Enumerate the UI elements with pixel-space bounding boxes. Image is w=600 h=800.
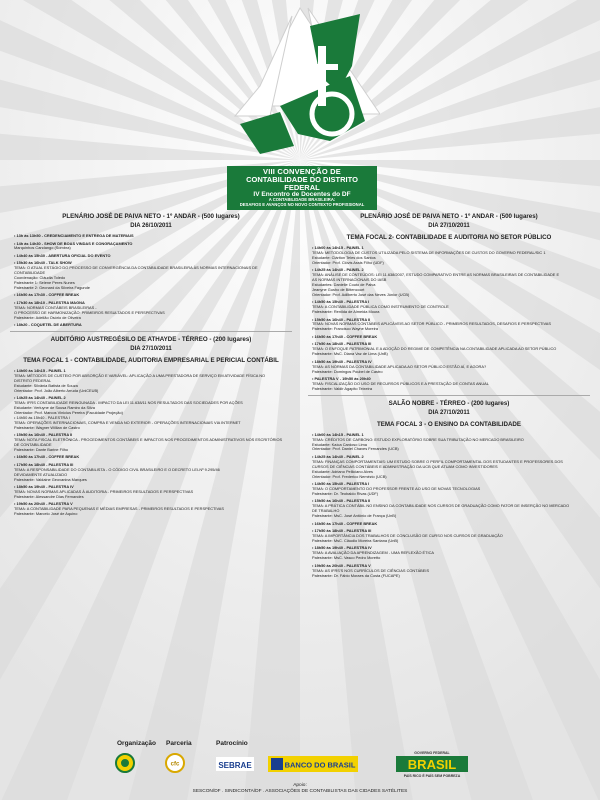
event-list (308, 246, 590, 392)
schedule-item-time: • 16h50 às 17h40 - COFFEE BREAK (312, 520, 378, 526)
schedule-item-detail: Orientador: Prof. Marcos Vinicius Pereira (Faculdade Projeção) (14, 409, 123, 415)
convention-title-banner (227, 166, 377, 210)
schedule-item (14, 234, 292, 239)
schedule-item-detail: TEMA: O ATUAL ESTÁGIO DO PROCESSO DE CONVERGÊNCIA DA CONTABILIDADE BRASILEIRA ÀS NORMAS INTERNACIONAIS DE (14, 265, 258, 271)
schedule-item-detail: Palestrante: MsC. Vasco Pedro Moretto (312, 555, 381, 561)
schedule-item-time: • 17h30 às 18h10 - PALESTRA MAGNA (14, 299, 85, 305)
schedule-item-detail: TEMA: AS IFRS'S NOS CURRÍCULOS DE CIÊNCIAS CONTÁBEIS (312, 567, 430, 573)
section-heading: AUDITÓRIO AUSTREGÉSILO DE ATHAYDE - TÉRREO - (200 lugares) (50, 336, 252, 344)
apoio-label: Apoio: (293, 783, 307, 788)
schedule-item-detail: DISTRITO FEDERAL (14, 377, 52, 383)
schedule-item-detail: DE TRABALHO (312, 508, 340, 514)
schedule-item (14, 242, 292, 252)
schedule-item-time: • 17h50 às 18h40 - PALESTRA III (14, 461, 74, 467)
schedule-item-detail: Palestrante: Francisco Wayne Moreira (312, 326, 379, 332)
section-heading: PLENÁRIO JOSÉ DE PAIVA NETO - 1º ANDAR - (500 lugares) (62, 213, 240, 220)
schedule-item-detail: Palestrante: Domingos Poubel de Castro (312, 368, 383, 374)
schedule-item (14, 369, 292, 394)
schedule-item-detail: Palestrante: Renilda de Almeida Moura (312, 309, 380, 315)
schedule-item-detail: Palestrante: MsC. José Antônio de França (UnB) (312, 513, 397, 519)
schedule-item-detail: Estudante: Verluyne de Sousa Ramiro da Silva (14, 405, 95, 410)
schedule-item-time: • 18h50 às 19h40 - PALESTRA IV (312, 545, 372, 551)
schedule-item-detail: CURSOS DE CIÊNCIAS CONTÁBEIS E ADMINISTRAÇÃO DA UCB QUE ATUAM COMO INVESTIDORES (312, 463, 498, 469)
schedule-item-detail: Orientador: Prof. Daniel Chaves Fernandes (UCB) (312, 446, 399, 452)
schedule-item-detail: Palestrante: Dr. Teobaldo Rivas (UDF) (312, 490, 379, 496)
convention-logo-icon (220, 6, 380, 156)
schedule-item (312, 335, 590, 340)
schedule-item-detail: Palestrante: Wagner Willian de Castro (14, 424, 80, 430)
bb-text: BANCO DO BRASIL (284, 760, 356, 770)
schedule-item (312, 377, 590, 392)
schedule-item-detail: TEMA: A CONTABILIDADE PARA PEQUENAS E MÉDIAS EMPRESAS - PRIMEIROS RESULTADOS E PERSPECTIVAS (14, 506, 224, 512)
schedule-item (312, 318, 590, 333)
schedule-item-detail: TEMA: METODOLOGIA DE CUSTOS UTILIZADA PELO SISTEMA DE INFORMAÇÕES DE CUSTOS DO GOVERNO FEDERAL/SIC 1 (312, 249, 546, 255)
section-heading: SALÃO NOBRE - TÉRREO - (200 lugares) (388, 399, 510, 407)
schedule-item-detail: TEMA: OPERAÇÕES INTERNACIONAIS, COMPRA E VENDA NO EXTERIOR - OPERAÇÕES INTERNACIONAIS VIA INTERNET (14, 419, 241, 425)
schedule-item-time: • 14h00 às 14h15 - PAINEL 1 (312, 431, 364, 437)
schedule-item-detail: TEMA: O COMPORTAMENTO DO PROFESSOR FRENTE AO USO DE NOVAS TECNOLOGIAS (312, 485, 481, 491)
schedule-item-detail: TEMA: FINANÇAS COMPORTAMENTAIS: UM ESTUDO SOBRE O PERFIL COMPORTAMENTAL DOS ESTUDANTES E PROFESSORES DOS (312, 458, 563, 464)
schedule-item-time: • 19h50 às 20h40 - PALESTRA V (312, 562, 371, 568)
schedule-item-time: • 17h50 às 18h40 - PALESTRA III (312, 528, 372, 534)
schedule-item (14, 254, 292, 259)
schedule-item-detail: Coordenação: Cláudia Toledo (14, 275, 66, 281)
schedule-item (312, 246, 590, 266)
event-list (308, 433, 590, 579)
schedule-item-detail: TEMA: A PRÁTICA CONTÁBIL NO ENSINO DA CONTABILIDADE NOS CURSOS DE GRADUAÇÃO COMO FATOR DE INSERÇÃO NO MERCADO (312, 503, 570, 509)
schedule-item (312, 529, 590, 544)
schedule-item-detail: TEMA: O ENFOQUE PATRIMONIAL E A ADOÇÃO DO REGIME DE COMPETÊNCIA NA CONTABILIDADE APLICADA AO SETOR PÚBLICO (312, 346, 557, 352)
schedule-item-detail: TEMA: ANÁLISE DE CONTEÚDOS: LEI 11.638/2007, ESTUDO COMPARATIVO ENTRE AS NORMAS BRASILEIRAS DE CONTABILIDADE E (312, 272, 560, 278)
schedule-item-time: • 15h50 às 16h40 - PALESTRA II (312, 316, 371, 322)
schedule-item (14, 323, 292, 328)
schedule-item-time: • 14h25 às 14h40 - PAINEL 2 (14, 395, 66, 401)
schedule-item (14, 463, 292, 483)
schedule-item-detail: TEMA: A IMPORTÂNCIA DOS TRABALHOS DE CONCLUSÃO DE CURSO NOS CURSOS DE GRADUAÇÃO (312, 533, 503, 538)
section-heading: PLENÁRIO JOSÉ DE PAIVA NETO - 1º ANDAR - (500 lugares) (360, 213, 538, 220)
divider (308, 395, 590, 396)
apoio-footer (0, 783, 600, 795)
schedule-item-detail: Palestrante: Valdaine Geovanina Marques (14, 476, 87, 482)
schedule-item (312, 546, 590, 561)
apoio-text: SESCON/DF . SINDICONTA/DF . ASSOCIAÇÕES DE CONTABILISTAS DAS CIDADES SATÉLITES (192, 789, 408, 794)
schedule-item-detail: Palestrante: MsC. Cláudio Moreira Santana (UnB) (312, 537, 399, 543)
schedule-item (14, 455, 292, 460)
banner-line-5: DESAFIOS E AVANÇOS NO NOVO CONTEXTO PROFISSIONAL (239, 201, 365, 207)
schedule-item (312, 342, 590, 357)
schedule-item-time: • 14h às 14h30 - SHOW DE BOAS VINDAS E CONGRAÇAMENTO (14, 240, 133, 246)
schedule-item-detail: Palestrante: Dr. Fábio Moraes da Costa (FUCAPE) (312, 572, 400, 578)
focal-theme: TEMA FOCAL 2- CONTABILIDADE E AUDITORIA NO SETOR PÚBLICO (346, 234, 552, 241)
banco-do-brasil-logo-icon (268, 756, 358, 772)
schedule-item-time: • 18h50 às 19h40 - PALESTRA IV (14, 484, 74, 490)
banner-line-1: VIII CONVENÇÃO DE (263, 167, 341, 176)
schedule-item-detail: Palestrante: Adelião Osório de Oliveira (14, 314, 81, 320)
section-day: DIA 27/10/2011 (428, 223, 470, 229)
schedule-item-detail: Orientador: Prof. Clóvis Assis Filho (UDF) (312, 259, 384, 265)
schedule-item-detail: O PROCESSO DE HARMONIZAÇÃO: PRIMEIROS RESULTADOS E PERSPECTIVAS (14, 309, 165, 315)
banner-line-2: CONTABILIDADE DO DISTRITO FEDERAL (246, 174, 358, 192)
event-list (10, 234, 292, 328)
schedule-item-time: • 14h50 às 15h40 - PALESTRA I (312, 481, 370, 487)
schedule-item-detail: TEMA: NOVAS NORMAS APLICADAS À AUDITORIA - PRIMEIROS RESULTADOS E PERSPECTIVAS (14, 488, 194, 494)
schedule-item (312, 522, 590, 527)
schedule-item-detail: Palestrante: Dante Barine Filho (14, 446, 69, 452)
schedule-item (312, 455, 590, 480)
schedule-item (14, 293, 292, 298)
schedule-item-time: • 14h00 às 14h15 - PAINEL 1 (312, 245, 364, 250)
right-column (308, 213, 590, 581)
event-list (10, 369, 292, 517)
schedule-item-time: • 14h00 às 14h15 - PAINEL 1 (14, 368, 66, 374)
schedule-item (312, 482, 590, 497)
schedule-item-detail: Orientador: Prof. Frederico Nemézio (UCB) (312, 473, 387, 479)
governo-federal-logo-icon (396, 751, 468, 778)
schedule-item-detail: Orientador: Prof. João Alberto Arruda (UniCEUB) (14, 387, 99, 393)
gov-top-text: GOVERNO FEDERAL (414, 751, 450, 755)
svg-text:cfc: cfc (170, 761, 180, 768)
schedule-item-detail: TEMA: MÉTODOS DE CUSTEIO POR ABSORÇÃO E VARIÁVEL: APLICAÇÃO A UMA PRESTADORA DE SERVIÇO EM ATIVIDADE FÍSICA NO (14, 372, 266, 378)
schedule-item (312, 268, 590, 297)
schedule-item-detail: TEMA: NOTA FISCAL ELETRÔNICA - PROCEDIMENTOS CONTÁBEIS E IMPACTOS NOS PROCEDIMENTOS ADMINISTRATIVOS NOS ESCRITÓRIOS (14, 437, 283, 443)
schedule-item-detail: TEMA: NOVAS NORMAS CONTÁBEIS APLICÁVEIS AO SETOR PÚBLICO - PRIMEIROS RESULTADOS, DESAFIOS E PERSPECTIVAS (312, 321, 551, 327)
schedule-item-time: • 17h50 às 18h40 - PALESTRA III (312, 341, 372, 347)
section-day: DIA 27/10/2011 (130, 346, 172, 353)
schedule-item-detail: TEMA: AS NORMAS DA CONTABILIDADE APLICADA AO SETOR PÚBLICO ESTÃO AÍ, E AGORA? (312, 363, 487, 369)
sebrae-text: SEBRAE (218, 761, 252, 770)
cfc-logo-icon (166, 754, 184, 772)
brasil-text: BRASIL (407, 757, 457, 772)
banner-line-4: A CONTABILIDADE BRASILEIRA: (268, 197, 336, 203)
schedule-item-detail: Jeanyne Gusho de Bittencourt (312, 286, 365, 292)
schedule-item-detail: CONTABILIDADE (14, 270, 46, 276)
gov-bottom-text: PAÍS RICO É PAÍS SEM POBREZA (403, 774, 461, 778)
schedule-item-time: • 19h50 às 20h40 - PALESTRA V (14, 501, 73, 507)
organizacao-label: Organização (117, 740, 157, 747)
schedule-item-detail: • 14h50 às 15h40 - PALESTRA I (14, 414, 70, 420)
schedule-item (312, 499, 590, 519)
focal-theme: TEMA FOCAL 3 - O ENSINO DA CONTABILIDADE (376, 420, 522, 428)
schedule-item-detail: TEMA: CRÉDITOS DE CARBONO: ESTUDO EXPLORATÓRIO SOBRE SUA TRIBUTAÇÃO NO MERCADO BRASILEIRO (312, 436, 524, 442)
schedule-item (14, 433, 292, 453)
schedule-item-time: • 15h50 às 16h40 - PALESTRA II (14, 432, 73, 438)
schedule-item-time: • 14h50 às 15h40 - PALESTRA I (312, 299, 370, 305)
schedule-item-detail: TEMA: NORMAS CONTÁBEIS BRASILEIRAS - (14, 304, 97, 310)
schedule-item-detail: Palestrante: Marcelo José de Aquino (14, 511, 78, 517)
schedule-item (14, 485, 292, 500)
schedule-item-time: • 18h50 às 19h40 - PALESTRA IV (312, 358, 372, 364)
schedule-item-time: • 18h20 - COQUETEL DE ABERTURA (14, 322, 82, 328)
patrocinio-label: Patrocínio (216, 740, 248, 747)
schedule-item-time: • 15h30 às 16h40 - TALK SHOW (14, 260, 72, 266)
schedule-item-time: • 16h50 às 17h30 - COFFEE BREAK (14, 292, 80, 298)
schedule-item-detail: TEMA: A AVALIAÇÃO DA APRENDIZAGEM - UMA REFLEXÃO ÉTICA (312, 550, 435, 556)
schedule-item-time: • 14h25 às 14h40 - PAINEL 2 (312, 267, 364, 273)
schedule-item (14, 301, 292, 321)
schedule-item (312, 360, 590, 375)
schedule-item-detail: Palestrante: MsC. Diana Vaz de Lima (UnB) (312, 351, 388, 357)
schedule-item-detail: Estudante: Adriano Pelliciano Alves (312, 468, 373, 474)
schedule-item (14, 261, 292, 290)
schedule-item-detail: TEMA: A CONTABILIDADE PÚBLICA COMO INSTRUMENTO DE CONTROLE (312, 304, 449, 310)
schedule-item (312, 433, 590, 453)
schedule-item-detail: Palestrante: Valdir Agapito Teixeira (312, 385, 372, 391)
schedule-item-time: • PALESTRA V - 19h50 às 20h40 (312, 376, 371, 381)
schedule-item-detail: TEMA: FISCALIZAÇÃO DO USO DE RECURSOS PÚBLICOS E A PRESTAÇÃO DE CONTAS ANUAL (312, 380, 489, 386)
crc-df-logo-icon (116, 754, 134, 772)
schedule-item-detail: Marquinhos Candango (Sombra) (14, 245, 71, 251)
header (195, 6, 405, 211)
schedule-item (312, 300, 590, 315)
schedule-item (14, 396, 292, 430)
parceria-label: Parceria (166, 740, 192, 747)
schedule-item-time: • 16h50 às 17h40 - COFFEE BREAK (14, 454, 80, 460)
schedule-item-detail: Palestrante 2: Geonard da Silveira Fagunde (14, 284, 90, 290)
schedule-item (14, 502, 292, 517)
schedule-item (312, 564, 590, 579)
focal-theme: TEMA FOCAL 1 - CONTABILIDADE, AUDITORIA EMPRESARIAL E PERICIAL CONTÁBIL (23, 357, 279, 365)
schedule-item-detail: Estudante: Cláriton Teles dos Santos (312, 254, 376, 260)
schedule-item-detail: Estudante: Kaíca Cardoso Lima (312, 441, 367, 447)
sebrae-logo-icon (216, 757, 254, 771)
schedule-item-detail: DEVIDAMENTE ATUALIZADO (14, 471, 68, 477)
schedule-item-detail: AS NORMAS INTERNACIONAIS DO IASB (312, 277, 387, 283)
section-day: DIA 26/10/2011 (130, 223, 172, 229)
schedule-item-detail: Orientador: Prof. Adilberto José das Neves Júnior (UCB) (312, 291, 410, 297)
schedule-item-time: • 14h25 às 14h40 - PAINEL 2 (312, 453, 364, 459)
schedule-item-time: • 14h40 às 15h30 - ABERTURA OFICIAL DO EVENTO (14, 252, 111, 258)
schedule-item-time: • 15h50 às 16h40 - PALESTRA II (312, 498, 371, 504)
banner-line-3: IV Encontro de Docentes do DF (253, 190, 351, 198)
left-column (10, 213, 292, 520)
schedule-item-time: • 16h50 às 17h40 - COFFEE BREAK (312, 333, 378, 339)
schedule-item-detail: DE CONTABILIDADE (14, 441, 52, 447)
schedule-item-detail: Estudantes: Danielle Couto de Paiva (312, 281, 376, 287)
schedule-item-detail: Palestrante: Alessandre Dias Fernandes (14, 493, 84, 499)
schedule-item-detail: Palestrante 1: Selene Peres Nunes (14, 280, 75, 286)
schedule-item-detail: TEMA: A RESPONSABILIDADE DO CONTABILISTA - O CÓDIGO CIVIL BRASILEIRO E O DECRETO LEI-Nº 9.295/46 (14, 466, 220, 472)
schedule-item-time: • 13h às 13h50 - CREDENCIAMENTO E ENTREGA DE MATERIAIS (14, 233, 134, 238)
schedule-item-detail: TEMA: IFRS CONTABILIDADE REINGUNADA - IMPACTO DA LEI 11.638/11 NOS RESULTADOS DAS SOCIEDADES POR AÇÕES (14, 400, 243, 406)
sponsor-logos (0, 750, 600, 780)
section-day: DIA 27/10/2011 (428, 409, 470, 416)
divider (10, 331, 292, 332)
schedule-item-detail: Estudante: Silvânia Batista de Souza (14, 382, 78, 388)
